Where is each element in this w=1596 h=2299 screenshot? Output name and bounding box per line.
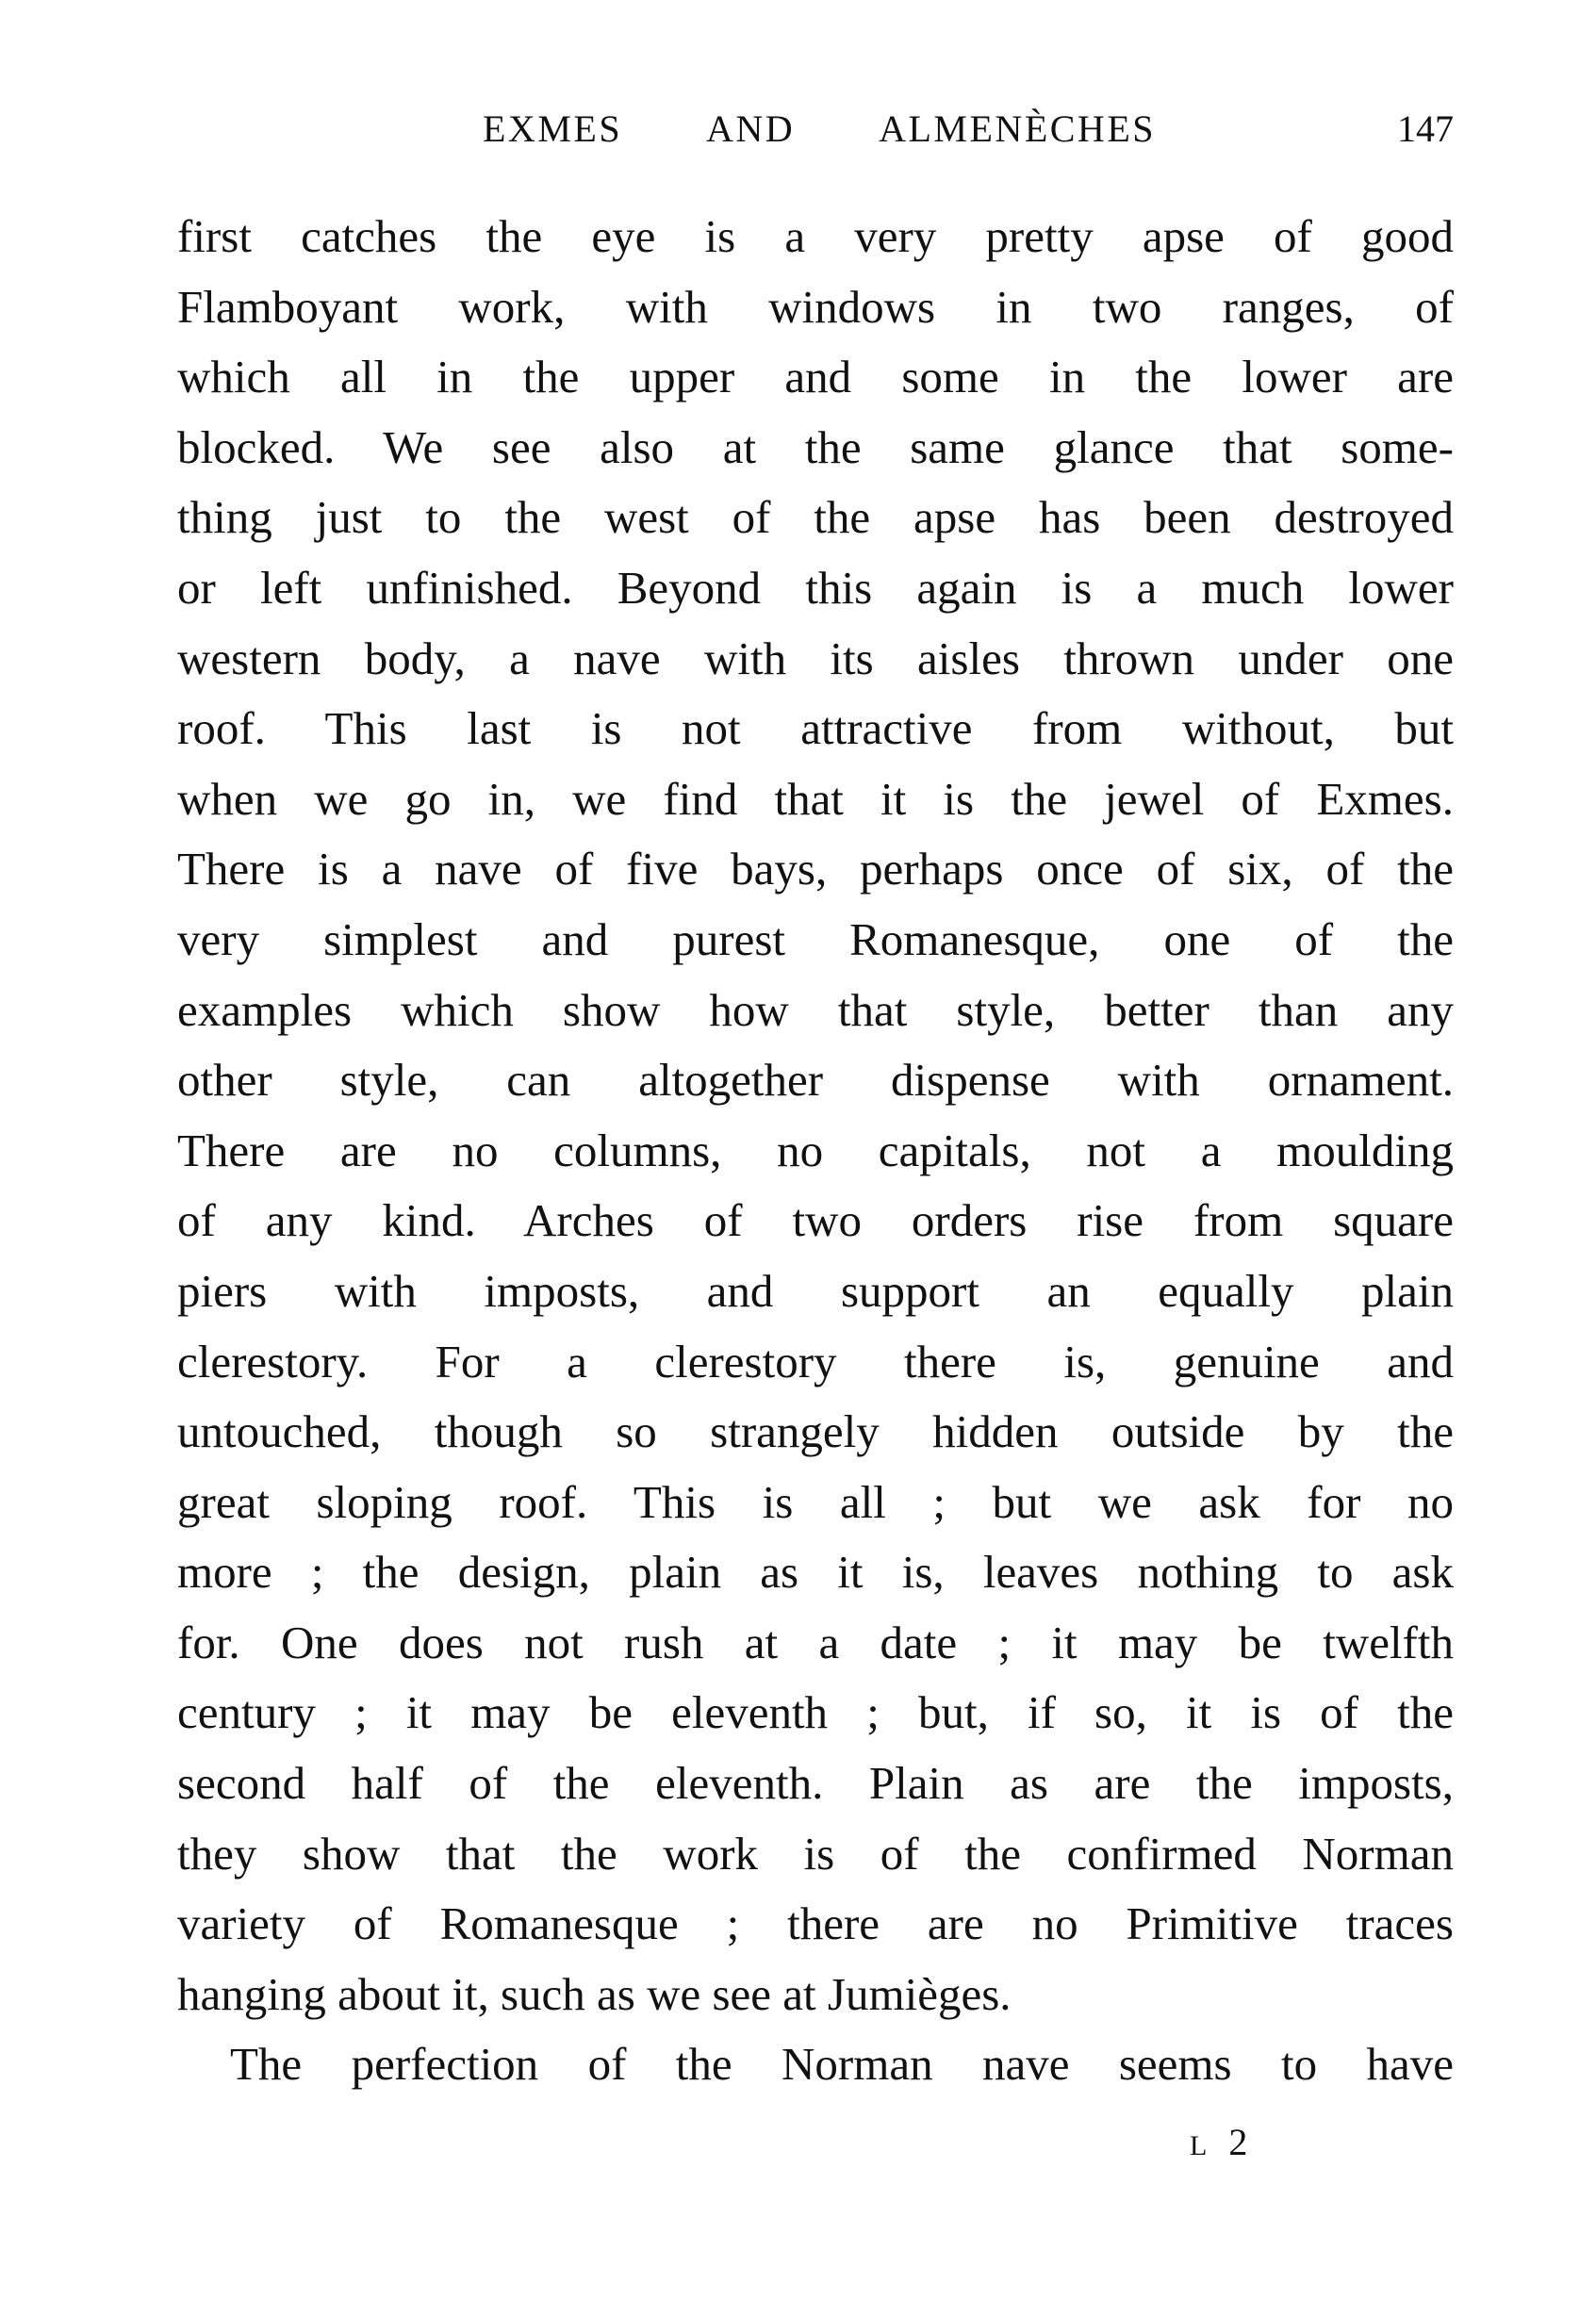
text-line: blocked. We see also at the same glance that some- [177, 420, 1454, 473]
running-head-title: EXMES AND ALMENÈCHES [483, 107, 1156, 150]
text-line: they show that the work is of the confirmed Norman [177, 1827, 1454, 1880]
text-line: second half of the eleventh. Plain as are the imposts, [177, 1757, 1454, 1810]
text-line: western body, a nave with its aisles thrown under one [177, 632, 1454, 684]
text-line: variety of Romanesque ; there are no Primitive traces [177, 1897, 1454, 1950]
paragraph-first-line: The perfection of the Norman nave seems to have [230, 2038, 1454, 2091]
signature-number: 2 [1228, 2121, 1248, 2163]
text-line: piers with imposts, and support an equally plain [177, 1264, 1454, 1317]
text-line: for. One does not rush at a date ; it may be twelfth [177, 1616, 1454, 1668]
paragraph-last-line: hanging about it, such as we see at Jumièges. [177, 1967, 1012, 2020]
text-line: clerestory. For a clerestory there is, genuine and [177, 1335, 1454, 1388]
text-line: untouched, though so strangely hidden outside by the [177, 1405, 1454, 1458]
text-line: examples which show how that style, better than any [177, 983, 1454, 1036]
text-line: roof. This last is not attractive from without, but [177, 702, 1454, 755]
text-line: which all in the upper and some in the lower are [177, 351, 1454, 403]
signature-mark [1190, 2119, 1284, 2170]
text-line: other style, can altogether dispense with ornament. [177, 1054, 1454, 1107]
text-line: Flamboyant work, with windows in two ranges, of [177, 280, 1454, 333]
text-line: century ; it may be eleventh ; but, if so, it is of the [177, 1686, 1454, 1739]
text-line: of any kind. Arches of two orders rise from square [177, 1194, 1454, 1247]
text-line: first catches the eye is a very pretty apse of good [177, 210, 1454, 262]
text-line: very simplest and purest Romanesque, one of the [177, 912, 1454, 965]
text-line: There are no columns, no capitals, not a moulding [177, 1124, 1454, 1176]
text-line: more ; the design, plain as it is, leaves nothing to ask [177, 1546, 1454, 1599]
text-line: There is a nave of five bays, perhaps once of six, of the [177, 843, 1454, 895]
text-line: or left unfinished. Beyond this again is a much lower [177, 561, 1454, 614]
body-text [177, 202, 1454, 2100]
signature-letter: L [1190, 2130, 1209, 2161]
text-line: great sloping roof. This is all ; but we ask for no [177, 1475, 1454, 1528]
text-line: when we go in, we find that it is the jewel of Exmes. [177, 772, 1454, 825]
running-head [0, 106, 1596, 153]
text-line: thing just to the west of the apse has been destroyed [177, 491, 1454, 544]
page-number: 147 [1397, 107, 1454, 150]
